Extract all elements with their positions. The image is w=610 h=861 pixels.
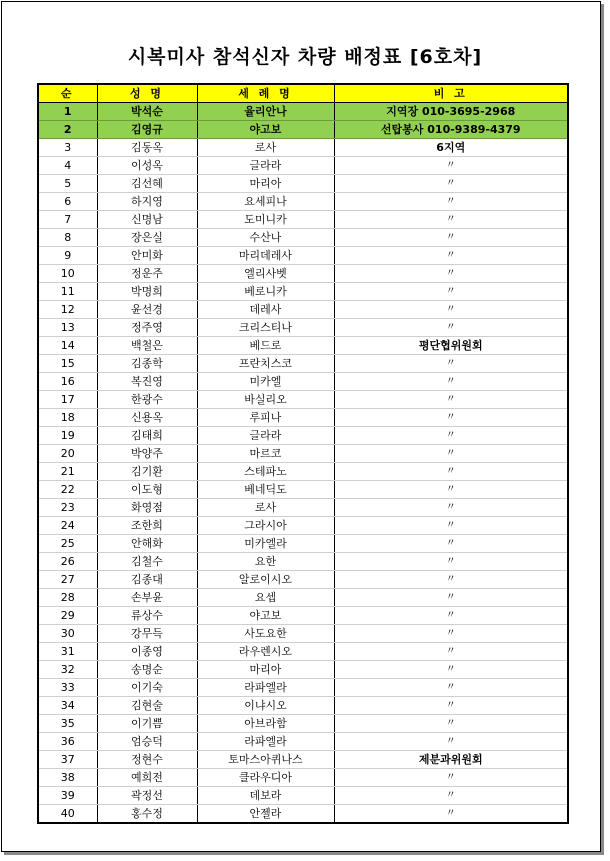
row-number: 8	[38, 229, 97, 247]
row-number: 10	[38, 265, 97, 283]
row-name: 예희전	[97, 769, 197, 787]
table-row	[38, 805, 568, 824]
row-number: 18	[38, 409, 97, 427]
row-name: 정현수	[97, 751, 197, 769]
row-saint-name: 미카엘	[197, 373, 334, 391]
table-row	[38, 751, 568, 769]
row-saint-name: 라우렌시오	[197, 643, 334, 661]
row-number: 19	[38, 427, 97, 445]
row-saint-name: 수산나	[197, 229, 334, 247]
row-number: 29	[38, 607, 97, 625]
row-saint-name: 스테파노	[197, 463, 334, 481]
row-name: 이기숙	[97, 679, 197, 697]
row-number: 3	[38, 139, 97, 157]
table-row	[38, 769, 568, 787]
row-note: 〃	[334, 373, 568, 391]
table-row	[38, 157, 568, 175]
row-note: 〃	[334, 715, 568, 733]
row-note: 〃	[334, 391, 568, 409]
table-row	[38, 643, 568, 661]
row-name: 안해화	[97, 535, 197, 553]
row-saint-name: 야고보	[197, 121, 334, 139]
row-saint-name: 요셉	[197, 589, 334, 607]
row-name: 이도형	[97, 481, 197, 499]
table-row	[38, 337, 568, 355]
row-saint-name: 데레사	[197, 301, 334, 319]
table-row	[38, 265, 568, 283]
row-saint-name: 요한	[197, 553, 334, 571]
row-saint-name: 글라라	[197, 427, 334, 445]
row-saint-name: 엘리사벳	[197, 265, 334, 283]
row-note: 〃	[334, 769, 568, 787]
row-name: 김동옥	[97, 139, 197, 157]
row-name: 강무득	[97, 625, 197, 643]
row-number: 33	[38, 679, 97, 697]
table-row	[38, 301, 568, 319]
row-note: 〃	[334, 553, 568, 571]
row-saint-name: 사도요한	[197, 625, 334, 643]
row-name: 하지영	[97, 193, 197, 211]
row-note: 지역장 010-3695-2968	[334, 103, 568, 121]
row-name: 신명남	[97, 211, 197, 229]
header-note: 비 고	[334, 84, 568, 103]
row-name: 김영규	[97, 121, 197, 139]
table-row	[38, 589, 568, 607]
row-saint-name: 글라라	[197, 157, 334, 175]
table-row	[38, 427, 568, 445]
table-row	[38, 535, 568, 553]
row-saint-name: 루피나	[197, 409, 334, 427]
row-saint-name: 크리스티나	[197, 319, 334, 337]
row-note: 〃	[334, 589, 568, 607]
row-note: 〃	[334, 301, 568, 319]
row-name: 한광수	[97, 391, 197, 409]
table-row	[38, 625, 568, 643]
row-number: 38	[38, 769, 97, 787]
row-name: 곽정선	[97, 787, 197, 805]
row-note: 〃	[334, 229, 568, 247]
row-number: 25	[38, 535, 97, 553]
row-number: 34	[38, 697, 97, 715]
row-note: 〃	[334, 787, 568, 805]
row-name: 김기환	[97, 463, 197, 481]
row-note: 6지역	[334, 139, 568, 157]
table-row	[38, 247, 568, 265]
row-saint-name: 마리데레사	[197, 247, 334, 265]
row-name: 김선혜	[97, 175, 197, 193]
row-saint-name: 아브라함	[197, 715, 334, 733]
row-saint-name: 프란치스코	[197, 355, 334, 373]
table-row	[38, 661, 568, 679]
row-saint-name: 베드로	[197, 337, 334, 355]
row-name: 김종대	[97, 571, 197, 589]
row-saint-name: 요세피나	[197, 193, 334, 211]
row-saint-name: 라파엘라	[197, 733, 334, 751]
row-note: 〃	[334, 607, 568, 625]
row-note: 평단협위원회	[334, 337, 568, 355]
row-number: 7	[38, 211, 97, 229]
row-note: 〃	[334, 643, 568, 661]
row-saint-name: 베로니카	[197, 283, 334, 301]
table-row	[38, 463, 568, 481]
row-saint-name: 야고보	[197, 607, 334, 625]
row-name: 이기쁨	[97, 715, 197, 733]
row-number: 22	[38, 481, 97, 499]
row-number: 35	[38, 715, 97, 733]
row-note: 〃	[334, 319, 568, 337]
row-number: 16	[38, 373, 97, 391]
table-row	[38, 373, 568, 391]
row-saint-name: 로사	[197, 139, 334, 157]
row-note: 〃	[334, 463, 568, 481]
row-name: 엄승덕	[97, 733, 197, 751]
row-name: 복진영	[97, 373, 197, 391]
row-number: 37	[38, 751, 97, 769]
table-row	[38, 787, 568, 805]
row-note: 〃	[334, 355, 568, 373]
row-name: 김현술	[97, 697, 197, 715]
row-note: 〃	[334, 535, 568, 553]
row-note: 〃	[334, 661, 568, 679]
row-note: 〃	[334, 499, 568, 517]
row-saint-name: 알로이시오	[197, 571, 334, 589]
header-name: 성 명	[97, 84, 197, 103]
row-note: 〃	[334, 697, 568, 715]
row-saint-name: 미카엘라	[197, 535, 334, 553]
row-note: 〃	[334, 445, 568, 463]
roster-table	[37, 83, 569, 824]
row-note: 〃	[334, 625, 568, 643]
row-number: 28	[38, 589, 97, 607]
row-name: 홍수정	[97, 805, 197, 824]
row-name: 김철수	[97, 553, 197, 571]
table-row	[38, 355, 568, 373]
row-note: 〃	[334, 193, 568, 211]
table-row	[38, 553, 568, 571]
row-note: 〃	[334, 247, 568, 265]
row-name: 안미화	[97, 247, 197, 265]
row-number: 11	[38, 283, 97, 301]
row-name: 김종학	[97, 355, 197, 373]
table-row	[38, 139, 568, 157]
row-note: 〃	[334, 481, 568, 499]
row-saint-name: 클라우디아	[197, 769, 334, 787]
row-number: 12	[38, 301, 97, 319]
row-name: 이성옥	[97, 157, 197, 175]
row-note: 〃	[334, 211, 568, 229]
row-number: 24	[38, 517, 97, 535]
table-row	[38, 481, 568, 499]
row-name: 박양주	[97, 445, 197, 463]
row-number: 32	[38, 661, 97, 679]
row-note: 〃	[334, 427, 568, 445]
row-saint-name: 마르코	[197, 445, 334, 463]
row-note: 제분과위원회	[334, 751, 568, 769]
row-number: 13	[38, 319, 97, 337]
row-name: 박명희	[97, 283, 197, 301]
row-note: 선탑봉사 010-9389-4379	[334, 121, 568, 139]
row-saint-name: 안젤라	[197, 805, 334, 824]
table-row	[38, 697, 568, 715]
row-note: 〃	[334, 733, 568, 751]
table-row	[38, 571, 568, 589]
row-number: 9	[38, 247, 97, 265]
row-name: 류상수	[97, 607, 197, 625]
roster-body	[38, 103, 568, 824]
row-note: 〃	[334, 265, 568, 283]
table-row	[38, 319, 568, 337]
row-name: 장은실	[97, 229, 197, 247]
table-row	[38, 715, 568, 733]
row-name: 송명순	[97, 661, 197, 679]
header-row	[38, 84, 568, 103]
row-number: 39	[38, 787, 97, 805]
row-number: 40	[38, 805, 97, 824]
row-saint-name: 이냐시오	[197, 697, 334, 715]
row-number: 30	[38, 625, 97, 643]
row-saint-name: 바실리오	[197, 391, 334, 409]
table-row	[38, 121, 568, 139]
table-row	[38, 103, 568, 121]
table-row	[38, 607, 568, 625]
row-saint-name: 데보라	[197, 787, 334, 805]
row-saint-name: 마리아	[197, 661, 334, 679]
row-note: 〃	[334, 157, 568, 175]
table-row	[38, 733, 568, 751]
row-number: 2	[38, 121, 97, 139]
row-name: 이종영	[97, 643, 197, 661]
row-name: 정운주	[97, 265, 197, 283]
table-row	[38, 283, 568, 301]
header-num: 순	[38, 84, 97, 103]
row-saint-name: 도미니카	[197, 211, 334, 229]
table-row	[38, 445, 568, 463]
row-number: 21	[38, 463, 97, 481]
row-number: 15	[38, 355, 97, 373]
row-number: 23	[38, 499, 97, 517]
row-note: 〃	[334, 409, 568, 427]
page-title: 시복미사 참석신자 차량 배정표 [6호차]	[127, 46, 483, 68]
table-row	[38, 499, 568, 517]
row-saint-name: 베네딕도	[197, 481, 334, 499]
row-name: 박석순	[97, 103, 197, 121]
row-number: 26	[38, 553, 97, 571]
row-number: 14	[38, 337, 97, 355]
table-row	[38, 391, 568, 409]
table-row	[38, 517, 568, 535]
row-name: 조한희	[97, 517, 197, 535]
row-number: 31	[38, 643, 97, 661]
row-name: 정주영	[97, 319, 197, 337]
table-row	[38, 193, 568, 211]
row-number: 36	[38, 733, 97, 751]
row-saint-name: 마리아	[197, 175, 334, 193]
row-name: 화영점	[97, 499, 197, 517]
row-note: 〃	[334, 283, 568, 301]
row-number: 1	[38, 103, 97, 121]
row-number: 6	[38, 193, 97, 211]
row-number: 5	[38, 175, 97, 193]
table-row	[38, 175, 568, 193]
row-note: 〃	[334, 805, 568, 824]
row-name: 윤선경	[97, 301, 197, 319]
row-number: 20	[38, 445, 97, 463]
table-row	[38, 679, 568, 697]
row-note: 〃	[334, 679, 568, 697]
row-number: 17	[38, 391, 97, 409]
table-row	[38, 211, 568, 229]
row-note: 〃	[334, 571, 568, 589]
row-name: 신용옥	[97, 409, 197, 427]
row-saint-name: 그라시아	[197, 517, 334, 535]
row-name: 김태희	[97, 427, 197, 445]
row-name: 손부윤	[97, 589, 197, 607]
row-saint-name: 율리안나	[197, 103, 334, 121]
row-saint-name: 로사	[197, 499, 334, 517]
row-note: 〃	[334, 175, 568, 193]
row-number: 27	[38, 571, 97, 589]
row-name: 백철은	[97, 337, 197, 355]
table-row	[38, 409, 568, 427]
row-saint-name: 토마스아퀴나스	[197, 751, 334, 769]
row-number: 4	[38, 157, 97, 175]
table-row	[38, 229, 568, 247]
row-saint-name: 라파엘라	[197, 679, 334, 697]
header-saint-name: 세 례 명	[197, 84, 334, 103]
row-note: 〃	[334, 517, 568, 535]
